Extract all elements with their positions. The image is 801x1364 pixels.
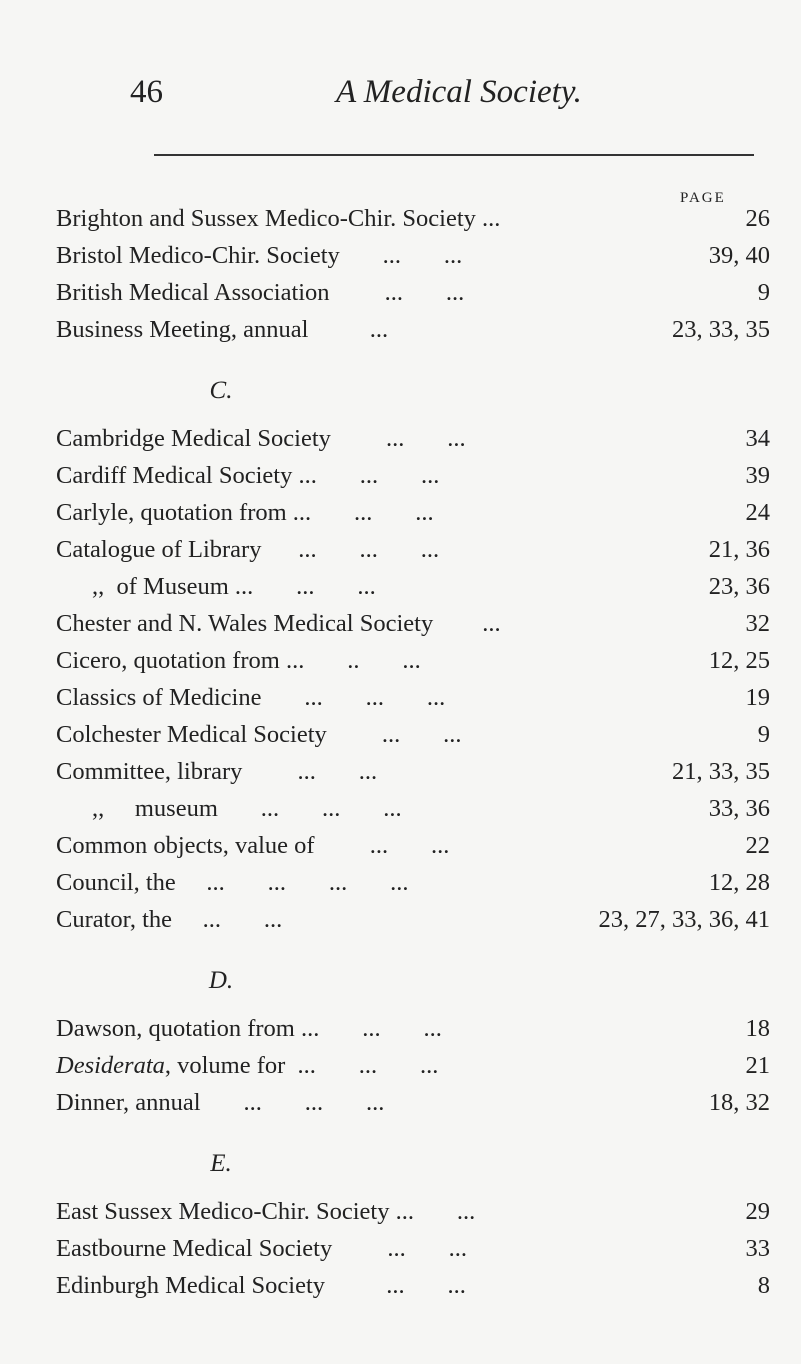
entry-label: East Sussex Medico-Chir. Society ... ... [56,1198,476,1225]
index-entry [56,457,770,494]
index-entry [56,642,770,679]
running-title: A Medical Society. [336,74,582,110]
entry-pages: 39 [745,462,770,489]
index-entry [56,494,770,531]
entry-pages: 18, 32 [708,1089,770,1116]
index-entry [56,1267,770,1304]
index-entry [56,864,770,901]
entry-label: Eastbourne Medical Society ... ... [56,1235,467,1262]
entry-pages: 23, 36 [708,573,770,600]
index-entry [56,274,770,311]
page-column-heading: PAGE [680,190,726,206]
index-entry [56,901,770,938]
entry-label: Curator, the ... ... [56,906,283,933]
entry-pages: 9 [757,721,770,748]
section-letter: C. [209,377,233,404]
entry-label: British Medical Association ... ... [56,279,465,306]
index-entry [56,200,770,237]
entry-label: Cicero, quotation from ... .. ... [56,647,421,674]
entry-pages: 22 [745,832,770,859]
entry-label: Dawson, quotation from ... ... ... [56,1015,442,1042]
index-entry [56,420,770,457]
entry-pages: 12, 28 [708,869,770,896]
entry-pages: 23, 33, 35 [672,316,770,343]
entry-label: Edinburgh Medical Society ... ... [56,1272,466,1299]
entry-label: Carlyle, quotation from ... ... ... [56,499,434,526]
index-entry [56,753,770,790]
index-entry [56,1193,770,1230]
entry-pages: 26 [745,205,770,232]
entry-label: Cambridge Medical Society ... ... [56,425,466,452]
entry-pages: 33, 36 [708,795,770,822]
entry-pages: 29 [745,1198,770,1225]
index-entry [56,1010,770,1047]
index-entry [56,1230,770,1267]
index-entry [56,605,770,642]
entry-pages: 33 [745,1235,770,1262]
entry-label: Council, the ... ... ... ... [56,869,409,896]
index-entry [56,531,770,568]
section-spacer [56,938,770,952]
page-number: 46 [130,74,163,110]
index-entry [56,568,770,605]
entry-label: ,, museum ... ... ... [92,795,402,822]
entry-pages: 21 [745,1052,770,1079]
entry-label: Dinner, annual ... ... ... [56,1089,385,1116]
section-spacer [56,1121,770,1135]
section-letter: E. [210,1150,232,1177]
entry-label: Common objects, value of ... ... [56,832,450,859]
index-entry [56,311,770,348]
entry-label: Business Meeting, annual ... [56,316,389,343]
entry-label: Desiderata, volume for ... ... ... [56,1052,439,1079]
entry-pages: 24 [745,499,770,526]
entry-label: Bristol Medico-Chir. Society ... ... [56,242,463,269]
entry-pages: 34 [745,425,770,452]
entry-pages: 9 [757,279,770,306]
entry-pages: 12, 25 [708,647,770,674]
entry-label: Classics of Medicine ... ... ... [56,684,446,711]
entry-label: Colchester Medical Society ... ... [56,721,462,748]
page-header [130,74,755,146]
index-entry [56,790,770,827]
entry-pages: 21, 36 [708,536,770,563]
entry-label: Catalogue of Library ... ... ... [56,536,440,563]
section-letter: D. [208,967,234,994]
entry-label: Chester and N. Wales Medical Society ... [56,610,501,637]
index-list [56,200,770,1304]
index-entry [56,1084,770,1121]
entry-pages: 39, 40 [708,242,770,269]
index-entry [56,1047,770,1084]
entry-pages: 8 [757,1272,770,1299]
section-spacer [56,348,770,362]
header-rule [154,154,754,156]
entry-pages: 21, 33, 35 [672,758,770,785]
entry-pages: 23, 27, 33, 36, 41 [598,906,770,933]
entry-pages: 19 [745,684,770,711]
entry-pages: 32 [745,610,770,637]
entry-pages: 18 [745,1015,770,1042]
index-entry [56,716,770,753]
entry-label: Cardiff Medical Society ... ... ... [56,462,440,489]
index-entry [56,237,770,274]
index-entry [56,679,770,716]
entry-label: ,, of Museum ... ... ... [92,573,376,600]
index-entry [56,827,770,864]
entry-label: Brighton and Sussex Medico-Chir. Society ... [56,205,501,232]
entry-label: Committee, library ... ... [56,758,378,785]
